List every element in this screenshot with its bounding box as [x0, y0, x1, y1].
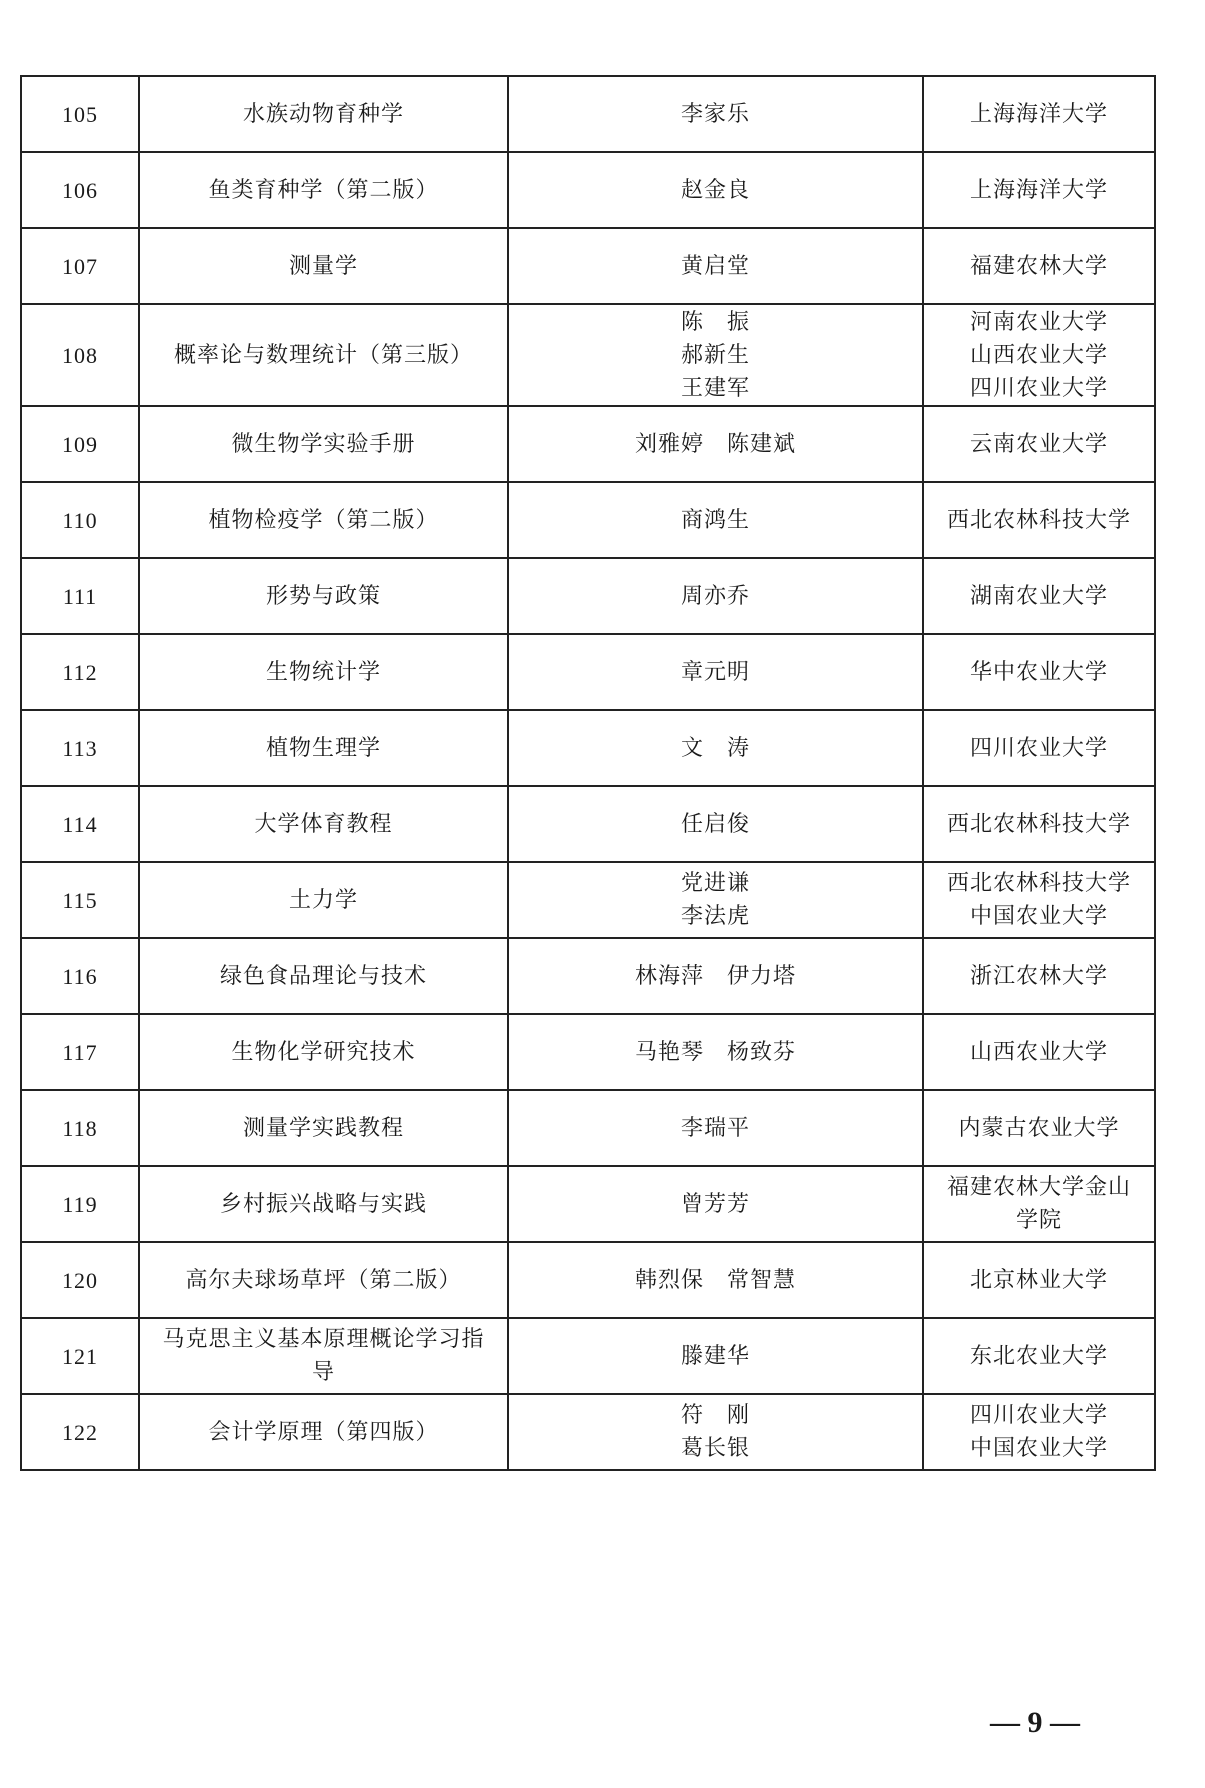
author-line: 符 刚 [680, 1403, 750, 1428]
school-line: 上海海洋大学 [969, 101, 1108, 127]
row-number-cell: 118 [21, 1090, 139, 1166]
book-title-line: 概率论与数理统计（第三版） [173, 342, 473, 368]
author-cell [508, 152, 923, 228]
book-title-cell [139, 862, 508, 938]
author-line: 赵金良 [680, 177, 750, 203]
table-row [21, 1014, 1155, 1090]
table-row [21, 634, 1155, 710]
author-line: 郝新生 [680, 342, 750, 368]
book-title-cell [139, 1166, 508, 1242]
school-cell [923, 558, 1155, 634]
school-line: 中国农业大学 [969, 904, 1108, 929]
table-row [21, 1318, 1155, 1394]
school-line: 内蒙古农业大学 [958, 1115, 1120, 1141]
table-row [21, 1394, 1155, 1470]
author-cell [508, 786, 923, 862]
author-line: 任启俊 [680, 811, 750, 837]
school-line: 四川农业大学 [969, 375, 1108, 401]
row-number-cell: 108 [21, 304, 139, 406]
row-number-cell: 112 [21, 634, 139, 710]
table-row [21, 482, 1155, 558]
row-number-cell: 105 [21, 76, 139, 152]
book-title-line: 生物统计学 [265, 659, 381, 685]
table-row [21, 406, 1155, 482]
author-line: 韩烈保 常智慧 [634, 1267, 796, 1293]
table-row [21, 228, 1155, 304]
table-row [21, 1166, 1155, 1242]
table-row [21, 1242, 1155, 1318]
row-number-cell: 109 [21, 406, 139, 482]
row-number-cell: 120 [21, 1242, 139, 1318]
book-title-line: 植物生理学 [265, 735, 381, 761]
book-title-line: 生物化学研究技术 [231, 1039, 416, 1065]
school-cell [923, 786, 1155, 862]
school-line: 华中农业大学 [969, 659, 1108, 685]
school-cell [923, 710, 1155, 786]
school-cell [923, 1166, 1155, 1242]
row-number-cell: 111 [21, 558, 139, 634]
school-cell [923, 1318, 1155, 1394]
author-line: 周亦乔 [680, 583, 750, 609]
table-row [21, 152, 1155, 228]
school-line: 山西农业大学 [969, 1039, 1108, 1065]
book-title-line: 植物检疫学（第二版） [208, 507, 439, 533]
author-cell [508, 938, 923, 1014]
book-title-cell [139, 1242, 508, 1318]
author-line: 陈 振 [680, 309, 750, 335]
school-line: 西北农林科技大学 [946, 507, 1131, 533]
author-cell [508, 76, 923, 152]
row-number-cell: 110 [21, 482, 139, 558]
school-line: 福建农林大学 [969, 253, 1108, 279]
book-title-cell [139, 558, 508, 634]
author-cell [508, 406, 923, 482]
school-line: 云南农业大学 [969, 431, 1108, 457]
book-title-line: 高尔夫球场草坪（第二版） [185, 1267, 462, 1293]
school-line: 北京林业大学 [969, 1267, 1108, 1293]
school-line: 东北农业大学 [969, 1343, 1108, 1369]
school-line: 四川农业大学 [969, 735, 1108, 761]
row-number-cell: 106 [21, 152, 139, 228]
page-number: — 9 — [990, 1706, 1080, 1739]
table-row [21, 558, 1155, 634]
table-row [21, 862, 1155, 938]
row-number-cell: 121 [21, 1318, 139, 1394]
row-number-cell: 122 [21, 1394, 139, 1470]
row-number-cell: 107 [21, 228, 139, 304]
book-title-line: 绿色食品理论与技术 [219, 963, 427, 989]
book-title-cell [139, 1394, 508, 1470]
school-line: 上海海洋大学 [969, 177, 1108, 203]
book-title-cell [139, 1090, 508, 1166]
book-title-cell [139, 482, 508, 558]
book-title-cell [139, 152, 508, 228]
school-cell [923, 862, 1155, 938]
book-title-line: 测量学实践教程 [242, 1115, 404, 1141]
school-cell [923, 1242, 1155, 1318]
author-line: 文 涛 [680, 735, 750, 761]
book-title-line: 乡村振兴战略与实践 [219, 1191, 427, 1217]
author-cell [508, 482, 923, 558]
author-cell [508, 304, 923, 406]
school-line: 中国农业大学 [969, 1436, 1108, 1461]
book-title-line: 马克思主义基本原理概论学习指 [162, 1327, 485, 1352]
book-title-cell [139, 304, 508, 406]
author-line: 党进谦 [680, 871, 750, 896]
school-cell [923, 76, 1155, 152]
school-line: 西北农林科技大学 [946, 811, 1131, 837]
textbook-list-table [20, 75, 1156, 1471]
table-row [21, 76, 1155, 152]
book-title-line: 大学体育教程 [254, 811, 393, 837]
school-cell [923, 1090, 1155, 1166]
author-line: 滕建华 [680, 1343, 750, 1369]
school-line: 浙江农林大学 [969, 963, 1108, 989]
book-title-line: 鱼类育种学（第二版） [208, 177, 439, 203]
book-title-cell [139, 1318, 508, 1394]
author-cell [508, 1242, 923, 1318]
author-cell [508, 558, 923, 634]
book-title-cell [139, 76, 508, 152]
school-cell [923, 152, 1155, 228]
school-cell [923, 1014, 1155, 1090]
book-title-line: 测量学 [288, 253, 358, 279]
school-line: 湖南农业大学 [969, 583, 1108, 609]
author-cell [508, 1166, 923, 1242]
book-title-line: 水族动物育种学 [242, 101, 404, 127]
row-number-cell: 119 [21, 1166, 139, 1242]
author-cell [508, 1014, 923, 1090]
row-number-cell: 113 [21, 710, 139, 786]
author-cell [508, 228, 923, 304]
book-title-cell [139, 228, 508, 304]
table-row [21, 786, 1155, 862]
school-line: 河南农业大学 [969, 309, 1108, 335]
author-line: 章元明 [680, 659, 750, 685]
author-line: 商鸿生 [680, 507, 750, 533]
table-row [21, 304, 1155, 406]
book-title-line: 微生物学实验手册 [231, 431, 416, 457]
author-line: 李瑞平 [680, 1115, 750, 1141]
table-row [21, 1090, 1155, 1166]
book-title-cell [139, 938, 508, 1014]
author-line: 李法虎 [680, 904, 750, 929]
author-cell [508, 1090, 923, 1166]
book-title-cell [139, 1014, 508, 1090]
row-number-cell: 115 [21, 862, 139, 938]
book-title-cell [139, 406, 508, 482]
book-title-line: 土力学 [288, 887, 358, 913]
author-line: 林海萍 伊力塔 [634, 963, 796, 989]
table-row [21, 710, 1155, 786]
book-title-line: 会计学原理（第四版） [208, 1419, 439, 1445]
author-line: 刘雅婷 陈建斌 [634, 431, 796, 457]
book-title-line: 形势与政策 [265, 583, 381, 609]
school-line: 山西农业大学 [969, 342, 1108, 368]
row-number-cell: 114 [21, 786, 139, 862]
school-cell [923, 938, 1155, 1014]
school-cell [923, 482, 1155, 558]
school-cell [923, 406, 1155, 482]
school-cell [923, 304, 1155, 406]
author-cell [508, 710, 923, 786]
table-body [21, 76, 1155, 1470]
author-cell [508, 1394, 923, 1470]
author-line: 王建军 [680, 375, 750, 401]
author-cell [508, 634, 923, 710]
school-line: 福建农林大学金山 [946, 1175, 1131, 1200]
author-cell [508, 862, 923, 938]
author-line: 李家乐 [680, 101, 750, 127]
book-title-cell [139, 710, 508, 786]
school-cell [923, 634, 1155, 710]
school-line: 西北农林科技大学 [946, 871, 1131, 896]
author-cell [508, 1318, 923, 1394]
school-line: 学院 [1015, 1208, 1062, 1233]
school-line: 四川农业大学 [969, 1403, 1108, 1428]
row-number-cell: 116 [21, 938, 139, 1014]
author-line: 曾芳芳 [680, 1191, 750, 1217]
school-cell [923, 228, 1155, 304]
author-line: 葛长银 [680, 1436, 750, 1461]
school-cell [923, 1394, 1155, 1470]
book-title-cell [139, 786, 508, 862]
table-row [21, 938, 1155, 1014]
book-title-cell [139, 634, 508, 710]
author-line: 马艳琴 杨致芬 [634, 1039, 796, 1065]
row-number-cell: 117 [21, 1014, 139, 1090]
book-title-line: 导 [311, 1360, 335, 1385]
author-line: 黄启堂 [680, 253, 750, 279]
